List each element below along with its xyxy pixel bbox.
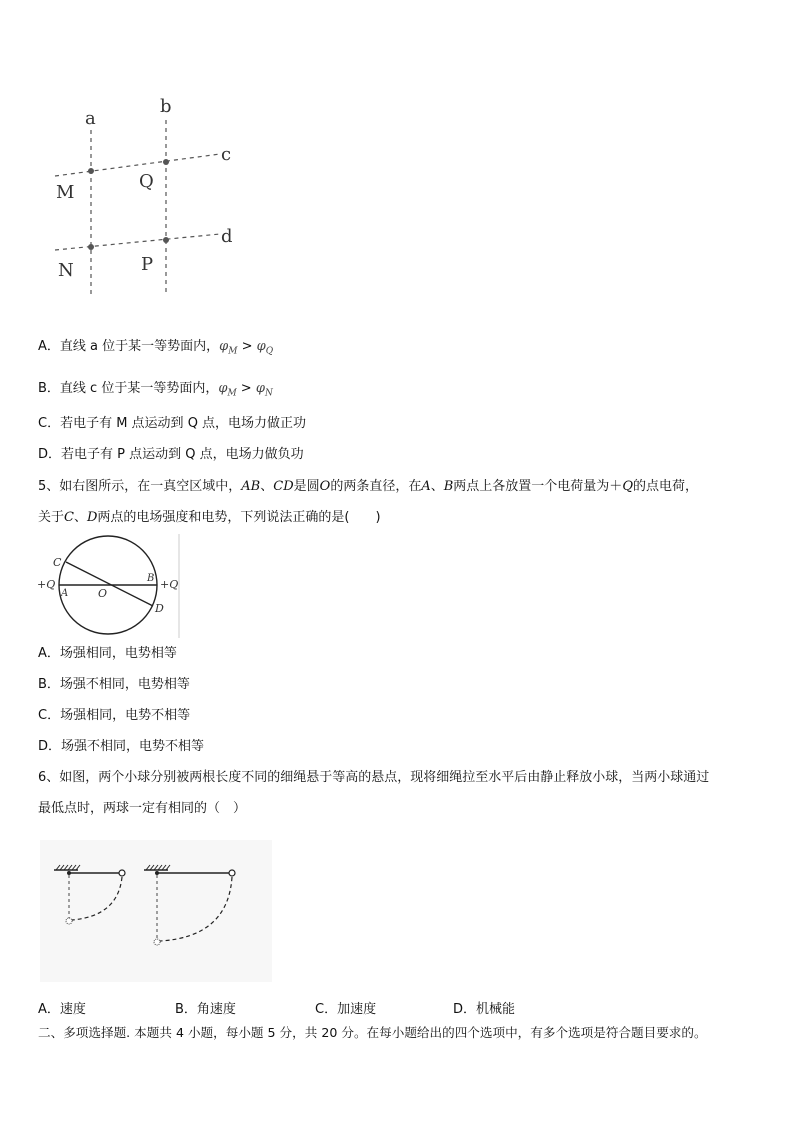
q5-stem-line1: 5、如右图所示，在一真空区域中，AB、CD是圆O的两条直径，在A、B两点上各放置一个电荷量为＋Q的点电荷， (38, 479, 698, 494)
q4-option-b: B．直线 c 位于某一等势面内，$\varphi_M > \varphi_N$ (38, 381, 273, 399)
q6-option-a: A．速度 (38, 1002, 86, 1017)
q4-option-d: D．若电子有 P 点运动到 Q 点，电场力做负功 (38, 447, 304, 462)
q6-option-b: B．角速度 (175, 1002, 236, 1017)
label-Q: Q (139, 171, 154, 192)
label-a: a (85, 108, 96, 129)
q6-stem-line1: 6、如图，两个小球分别被两根长度不同的细绳悬于等高的悬点，现将细绳拉至水平后由静止释放小球，当两小球通过 (38, 770, 710, 785)
label-A: A (61, 588, 69, 599)
q6-stem-line2: 最低点时，两球一定有相同的（ ） (38, 801, 247, 816)
q6-option-c: C．加速度 (315, 1002, 377, 1017)
q5-option-a: A．场强相同，电势相等 (38, 646, 177, 661)
section-two-heading: 二、多项选择题. 本题共 4 小题，每小题 5 分，共 20 分。在每小题给出的四个选项中，有多个选项是符合题目要求的。 (38, 1025, 707, 1040)
q5-stem-line2: 关于C、D两点的电场强度和电势，下列说法正确的是( ) (38, 510, 381, 525)
q5-option-d: D．场强不相同，电势不相等 (38, 739, 205, 754)
label-N: N (58, 260, 74, 281)
label-D: D (155, 602, 164, 615)
pendulum-figure (40, 840, 272, 982)
equipotential-figure (40, 90, 250, 300)
q4-option-c: C．若电子有 M 点运动到 Q 点，电场力做正功 (38, 416, 307, 431)
q5-option-b: B．场强不相同，电势相等 (38, 677, 190, 692)
circle-figure (36, 534, 186, 638)
label-P: P (141, 254, 154, 275)
label-plusQ-left: +Q (37, 578, 56, 591)
q6-option-d: D．机械能 (453, 1002, 516, 1017)
label-B: B (147, 573, 155, 584)
q5-option-c: C．场强相同，电势不相等 (38, 708, 191, 723)
label-d: d (221, 226, 233, 247)
label-c: c (221, 144, 232, 165)
label-C: C (53, 556, 62, 569)
label-O: O (98, 587, 108, 600)
label-plusQ-right: +Q (160, 578, 179, 591)
label-b: b (160, 96, 172, 117)
label-M: M (56, 182, 75, 203)
q4-option-a: A．直线 a 位于某一等势面内，$\varphi_M > \varphi_Q$ (38, 339, 274, 357)
